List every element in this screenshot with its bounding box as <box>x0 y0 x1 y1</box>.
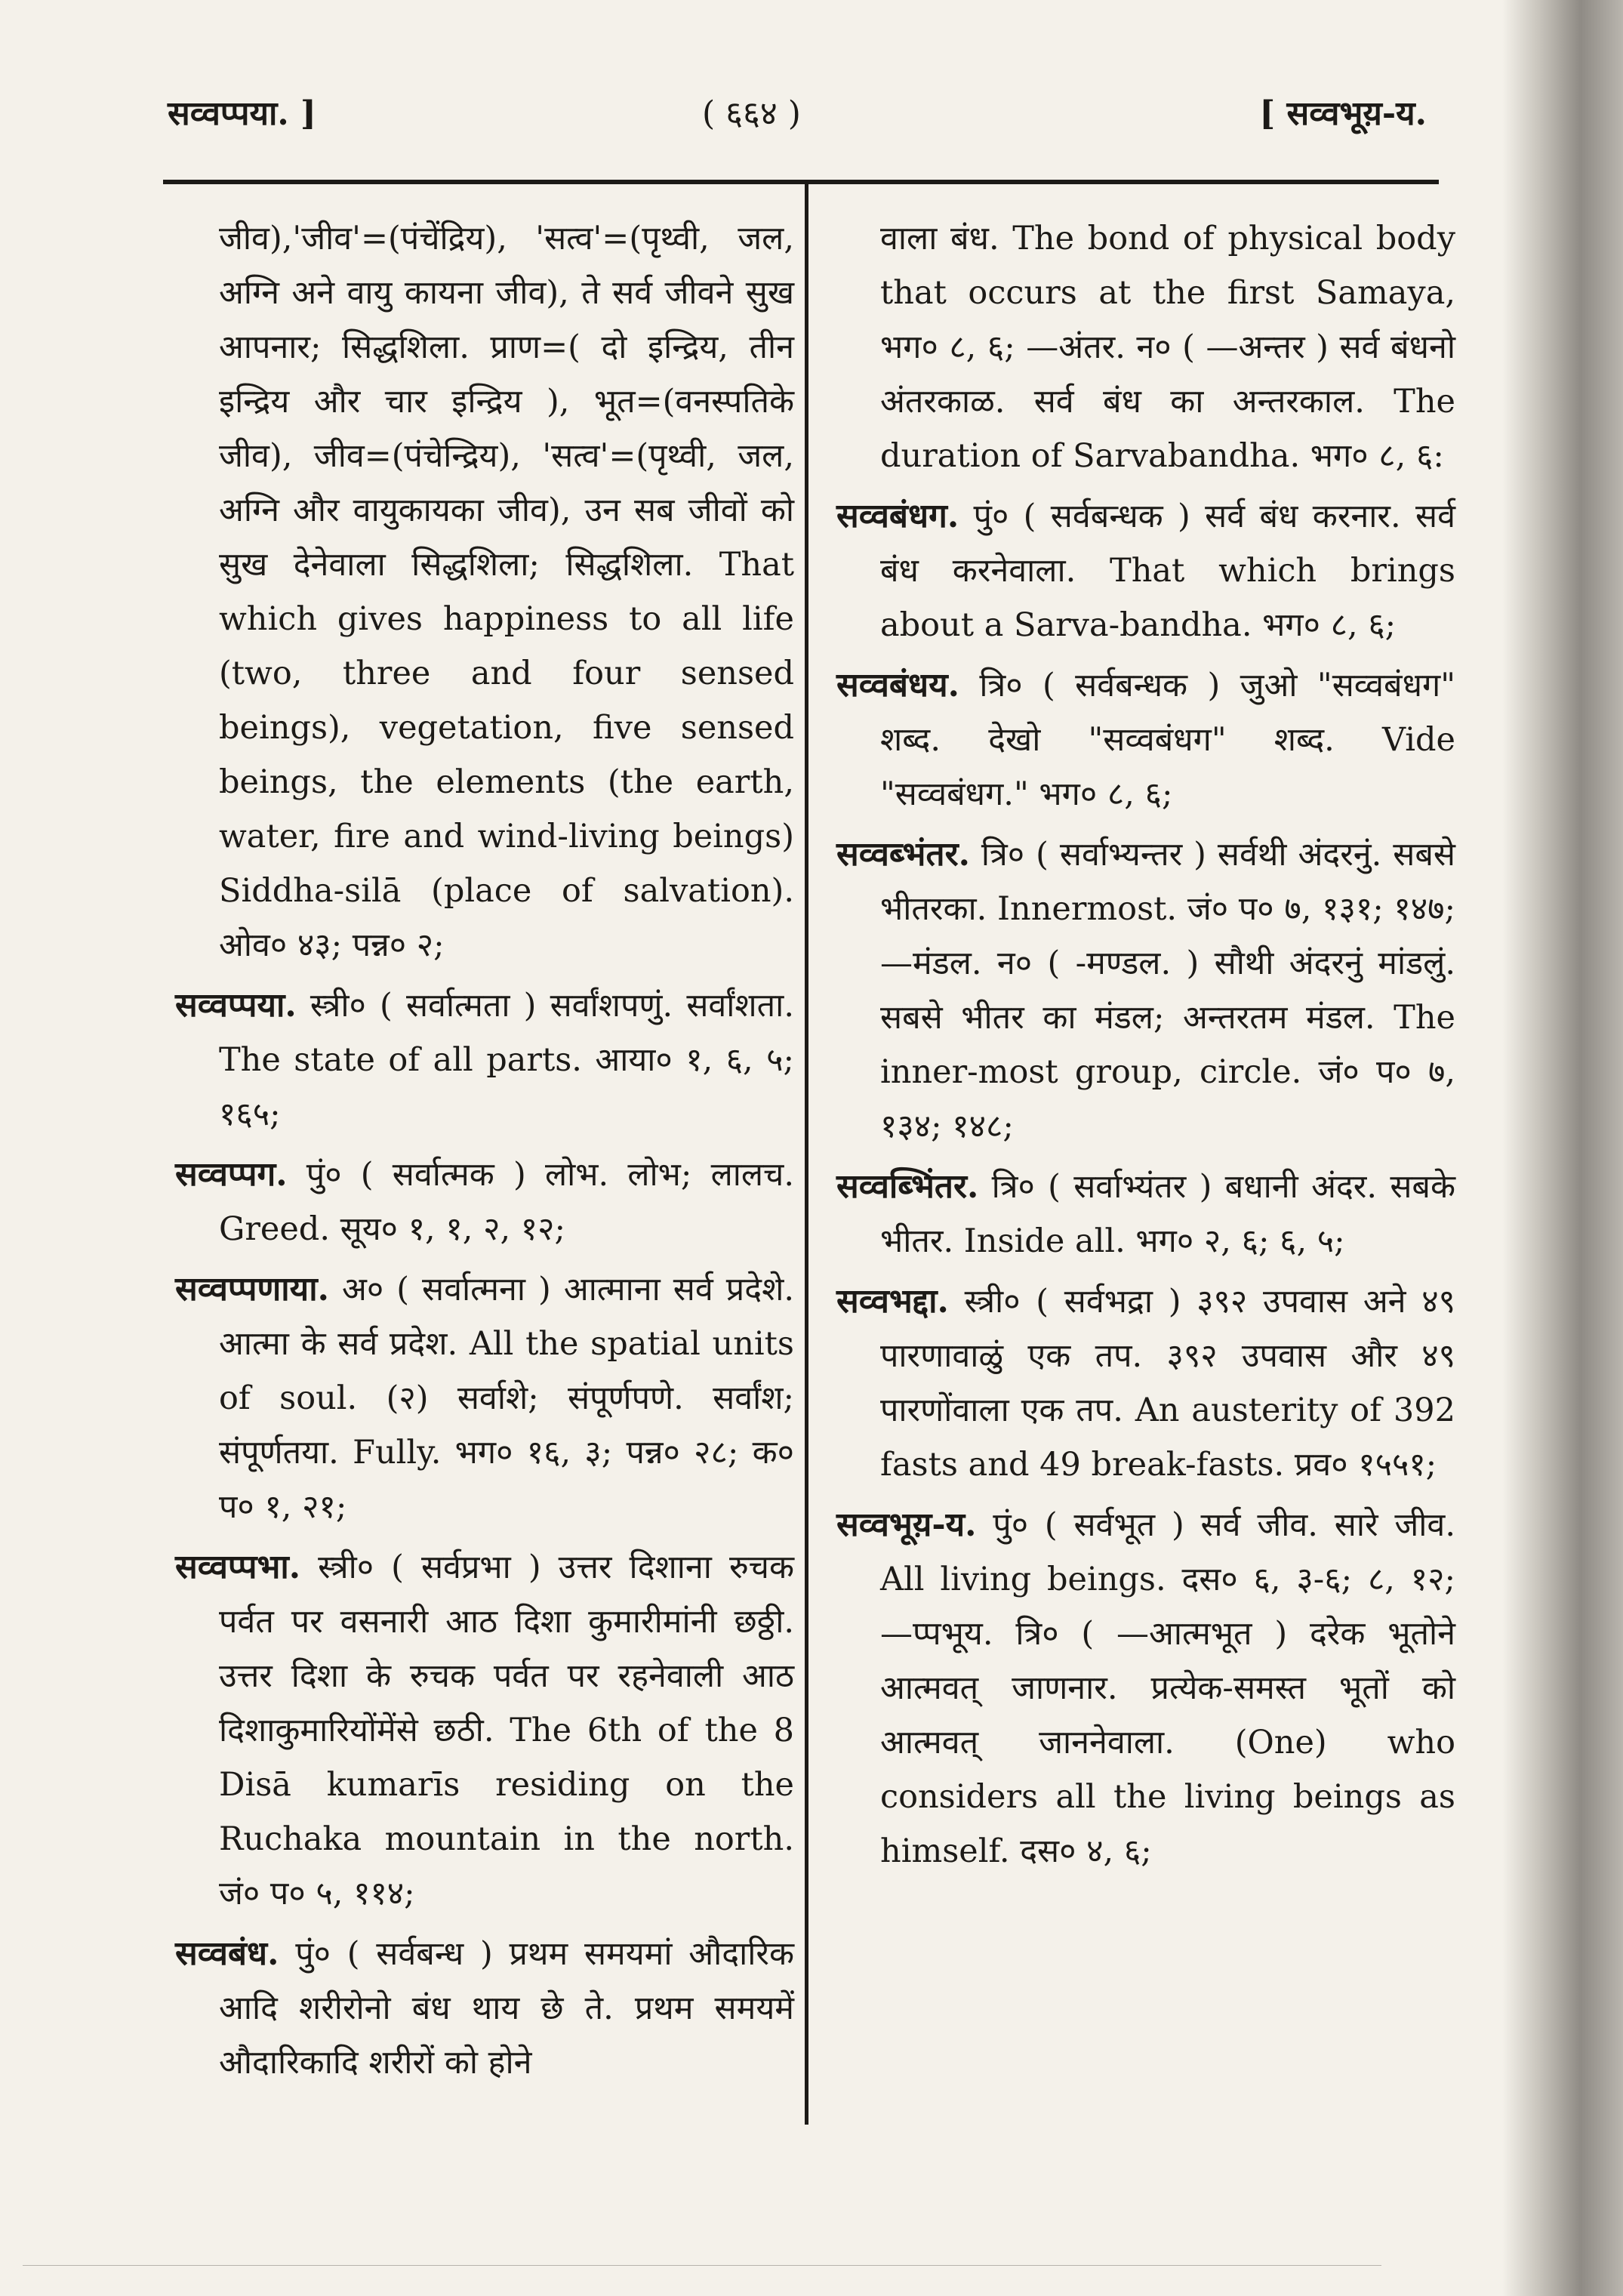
entry-headword: सव्वबंधग. <box>836 497 959 535</box>
dictionary-entry <box>836 1498 1455 1878</box>
entry-headword: सव्वब्भिंतर. <box>836 1167 979 1206</box>
scan-bottom-edge <box>23 2265 1381 2266</box>
entry-text: त्रि० ( सर्वबन्धक ) जुओ "सव्वबंधग" शब्द. देखो "सव्वबंधग" शब्द. Vide "सव्वबंधग." भग० ८, ६; <box>880 667 1456 813</box>
entry-text: पुं० ( सर्वबन्ध ) प्रथम समयमां औदारिक आदि शरीरोनो बंध थाय छे ते. प्रथम समयमें औदारिकादि शरीरों को होने <box>219 1935 795 2082</box>
entry-headword: सव्वप्पग. <box>175 1155 288 1194</box>
entry-text: स्त्री० ( सर्वप्रभा ) उत्तर दिशाना रुचक पर्वत पर वसनारी आठ दिशा कुमारीमांनी छठ्ठी. उत्तर दिशा के रुचक पर्वत पर रहनेवाली आठ दिशाकुमारियोंमेंसे छठी. The 6th of the 8 Disā kumarīs residing on the Ruchaka mountain in the north. जं० प० ५, ११४; <box>219 1549 794 1912</box>
dictionary-entry <box>175 1540 794 1921</box>
entry-headword: सव्वप्पणाया. <box>175 1270 329 1308</box>
entry-text: स्त्री० ( सर्वभद्रा ) ३९२ उपवास अने ४९ पारणावाळुं एक तप. ३९२ उपवास और ४९ पारणोंवाला एक तप. An austerity of 392 fasts and 49 break-fasts. प्रव० १५५१; <box>880 1283 1456 1484</box>
entry-headword: सव्वब्भंतर. <box>836 835 970 874</box>
dictionary-entry <box>175 211 794 972</box>
dictionary-entry <box>175 1148 794 1256</box>
header-rule <box>163 180 1439 184</box>
dictionary-entry <box>175 1262 794 1534</box>
dictionary-entry <box>175 978 794 1142</box>
dictionary-entry <box>175 1927 794 2090</box>
dictionary-entry <box>836 827 1455 1154</box>
entry-text: त्रि० ( सर्वाभ्यन्तर ) सर्वथी अंदरनुं. सबसे भीतरका. Innermost. जं० प० ७, १३१; १४७; —मंडल. न० ( -मण्डल. ) सौथी अंदरनुं मांडलुं. सबसे भीतर का मंडल; अन्तरतम मंडल. The inner-most group, circle. जं० प० ७, १३४; १४८; <box>880 836 1455 1145</box>
entry-headword: सव्वप्पया. <box>175 986 297 1025</box>
column-divider <box>805 184 808 2125</box>
dictionary-entry <box>836 1274 1455 1492</box>
scan-page-edge-shadow <box>1502 0 1623 2296</box>
entry-headword: सव्वभूय़-य. <box>836 1505 977 1544</box>
entry-text: त्रि० ( सर्वाभ्यंतर ) बधानी अंदर. सबके भीतर. Inside all. भग० २, ६; ६, ५; <box>880 1168 1455 1260</box>
page-number: ( ६६४ ) <box>702 94 801 133</box>
entry-text: वाला बंध. The bond of physical body that occurs at the first Samaya, भग० ८, ६; —अंतर. न० ( —अन्तर ) सर्व बंधनो अंतरकाळ. सर्व बंध का अन्तरकाल. The duration of Sarvabandha. भग० ८, ६: <box>880 220 1455 475</box>
dictionary-entry <box>836 211 1455 483</box>
entry-headword: सव्वबंधय. <box>836 666 959 704</box>
right-column <box>836 211 1455 1885</box>
header-right-guide-word: [ सव्वभूय़-य. <box>1259 94 1427 133</box>
dictionary-entry <box>836 489 1455 652</box>
header-left-guide-word: सव्वप्पया. ] <box>168 94 316 133</box>
dictionary-entry <box>836 658 1455 821</box>
entry-headword: सव्वबंध. <box>175 1934 279 1973</box>
entry-text: स्त्री० ( सर्वात्मता ) सर्वांशपणुं. सर्वांशता. The state of all parts. आया० १, ६, ५; १६५; <box>219 987 794 1133</box>
entry-text: पुं० ( सर्वबन्धक ) सर्व बंध करनार. सर्व बंध करनेवाला. That which brings about a Sarva-bandha. भग० ८, ६; <box>880 498 1455 644</box>
entry-text: जीव),'जीव'=(पंचेंद्रिय), 'सत्व'=(पृथ्वी, जल, अग्नि अने वायु कायना जीव), ते सर्व जीवने सुख आपनार; सिद्धशिला. प्राण=( दो इन्द्रिय, तीन इन्द्रिय और चार इन्द्रिय ), भूत=(वनस्पतिके जीव), जीव=(पंचेन्द्रिय), 'सत्व'=(पृथ्वी, जल, अग्नि और वायुकायका जीव), उन सब जीवों को सुख देनेवाला सिद्धशिला; सिद्धशिला. That which gives happiness to all life (two, three and four sensed beings), vegetation, five sensed beings, the elements (the earth, water, fire and wind-living beings) Siddha-silā (place of salvation). ओव० ४३; पन्न० २; <box>219 220 794 964</box>
dictionary-entry <box>836 1160 1455 1268</box>
left-column <box>175 211 794 2096</box>
entry-text: पुं० ( सर्वभूत ) सर्व जीव. सारे जीव. All living beings. दस० ६, ३-६; ८, १२; —प्पभूय. त्रि० ( —आत्मभूत ) दरेक भूतोने आत्मवत् जाणनार. प्रत्येक-समस्त भूतों को आत्मवत् जाननेवाला. (One) who considers all the living beings as himself. दस० ४, ६; <box>880 1506 1455 1870</box>
entry-text: अ० ( सर्वात्मना ) आत्माना सर्व प्रदेशे. आत्मा के सर्व प्रदेश. All the spatial units of soul. (२) सर्वाशे; संपूर्णपणे. सर्वांश; संपूर्णतया. Fully. भग० १६, ३; पन्न० २८; क० प० १, २१; <box>219 1271 794 1526</box>
entry-headword: सव्वभद्दा. <box>836 1282 949 1321</box>
entry-headword: सव्वप्पभा. <box>175 1548 301 1586</box>
entry-text: पुं० ( सर्वात्मक ) लोभ. लोभ; लालच. Greed. सूय० १, १, २, १२; <box>219 1156 794 1248</box>
